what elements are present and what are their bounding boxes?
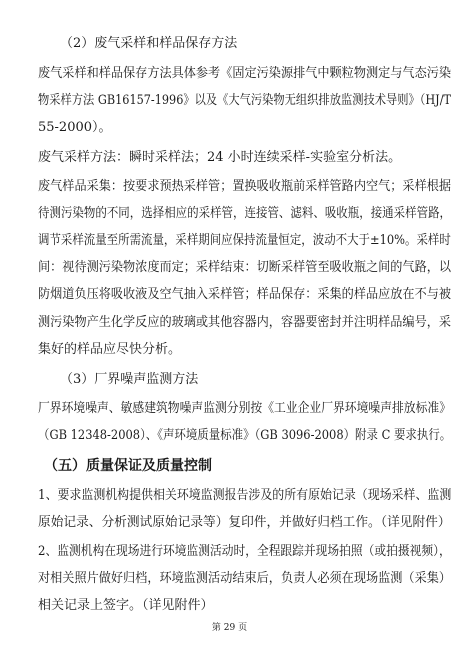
paragraph-line: 物采样方法 GB16157-1996》以及《大气污染物无组织排放监测技术导则》（HJ/T xyxy=(38,93,452,108)
paragraph-line: 废气采样和样品保存方法具体参考《固定污染源排气中颗粒物测定与气态污染 xyxy=(38,66,452,81)
subheading-exhaust-gas-sampling: （2）废气采样和样品保存方法 xyxy=(60,36,238,51)
paragraph-line: （GB 12348-2008）、《声环境质量标准》（GB 3096-2008）附录 C 要求执行。 xyxy=(38,428,452,443)
paragraph-line: 待测污染物的不同，选择相应的采样管，连接管、滤料、吸收瓶，接通采样管路， xyxy=(38,206,452,221)
paragraph-line: 间：视待测污染物浓度而定；采样结束：切断采样管至吸收瓶之间的气路，以 xyxy=(38,260,452,275)
paragraph-line: 2、监测机构在现场进行环境监测活动时，全程跟踪并现场拍照（或拍摄视频）， xyxy=(38,544,451,559)
paragraph-line: 55-2000）。 xyxy=(38,120,112,135)
paragraph-line: 废气采样方法：瞬时采样法；24 小时连续采样-实验室分析法。 xyxy=(38,150,402,165)
paragraph-line: 1、要求监测机构提供相关环境监测报告涉及的所有原始记录（现场采样、监测 xyxy=(38,488,452,503)
paragraph-line: 原始记录、分析测试原始记录等）复印件，并做好归档工作。（详见附件） xyxy=(38,515,451,530)
page-number: 第 29 页 xyxy=(211,623,248,633)
paragraph-line: 防烟道负压将吸收液及空气抽入采样管；样品保存：采集的样品应放在不与被 xyxy=(38,287,452,302)
paragraph-line: 厂界环境噪声、敏感建筑物噪声监测分别按《工业企业厂界环境噪声排放标准》 xyxy=(38,401,452,416)
paragraph-line: 测污染物产生化学反应的玻璃或其他容器内，容器要密封并注明样品编号，采 xyxy=(38,315,452,330)
paragraph-line: 调节采样流量至所需流量，采样期间应保持流量恒定，波动不大于±10%。采样时 xyxy=(38,233,451,248)
paragraph-line: 对相关照片做好归档，环境监测活动结束后，负责人必须在现场监测（采集） xyxy=(38,571,452,586)
paragraph-line: 集好的样品应尽快分析。 xyxy=(38,342,182,357)
section-heading-quality-control: （五）质量保证及质量控制 xyxy=(44,458,212,474)
paragraph-line: 废气样品采集：按要求预热采样管；置换吸收瓶前采样管路内空气；采样根据 xyxy=(38,179,452,194)
paragraph-line: 相关记录上签字。（详见附件） xyxy=(38,598,214,613)
subheading-noise-monitoring: （3）厂界噪声监测方法 xyxy=(60,372,199,387)
